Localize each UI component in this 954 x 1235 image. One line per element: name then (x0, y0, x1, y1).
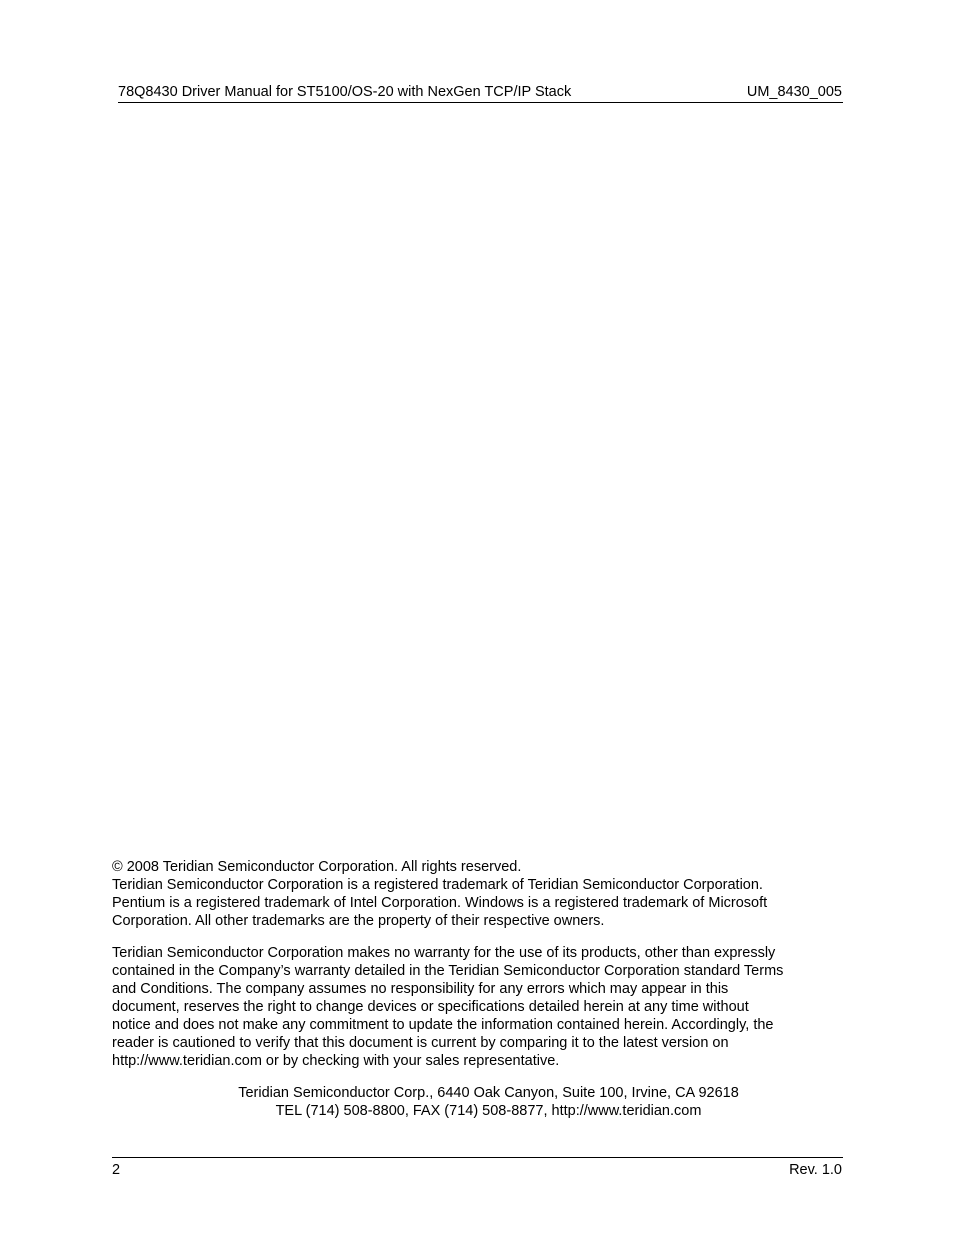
warranty-line: and Conditions. The company assumes no responsibility for any errors which may appear in this (112, 981, 729, 997)
trademark-line: Teridian Semiconductor Corporation is a registered trademark of Teridian Semiconductor Corporation. (112, 877, 763, 893)
page-number: 2 (112, 1162, 121, 1178)
trademark-line: Corporation. All other trademarks are the property of their respective owners. (112, 913, 605, 929)
address-line: Teridian Semiconductor Corp., 6440 Oak Canyon, Suite 100, Irvine, CA 92618 (238, 1085, 739, 1101)
trademark-line: Pentium is a registered trademark of Intel Corporation. Windows is a registered trademark of Microsoft (112, 895, 768, 911)
revision-label: Rev. 1.0 (789, 1162, 842, 1178)
page-footer (112, 1157, 843, 1182)
warranty-line: http://www.teridian.com or by checking with your sales representative. (112, 1053, 560, 1069)
header-doc-number: UM_8430_005 (746, 84, 842, 100)
warranty-line: document, reserves the right to change devices or specifications detailed herein at any time without (112, 999, 749, 1015)
warranty-paragraph (112, 944, 847, 1070)
copyright-line: © 2008 Teridian Semiconductor Corporation. All rights reserved. (112, 859, 522, 875)
legal-notice (112, 858, 847, 1120)
header-title: 78Q8430 Driver Manual for ST5100/OS-20 with NexGen TCP/IP Stack (118, 84, 572, 100)
page-header (118, 84, 843, 103)
contact-line: TEL (714) 508-8800, FAX (714) 508-8877, http://www.teridian.com (275, 1103, 702, 1119)
company-address (112, 1084, 847, 1120)
warranty-line: Teridian Semiconductor Corporation makes no warranty for the use of its products, other than expressly (112, 945, 776, 961)
copyright-paragraph (112, 858, 847, 930)
warranty-line: notice and does not make any commitment to update the information contained herein. Accordingly, the (112, 1017, 774, 1033)
warranty-line: contained in the Company’s warranty detailed in the Teridian Semiconductor Corporation standard Terms (112, 963, 784, 979)
warranty-line: reader is cautioned to verify that this document is current by comparing it to the latest version on (112, 1035, 729, 1051)
